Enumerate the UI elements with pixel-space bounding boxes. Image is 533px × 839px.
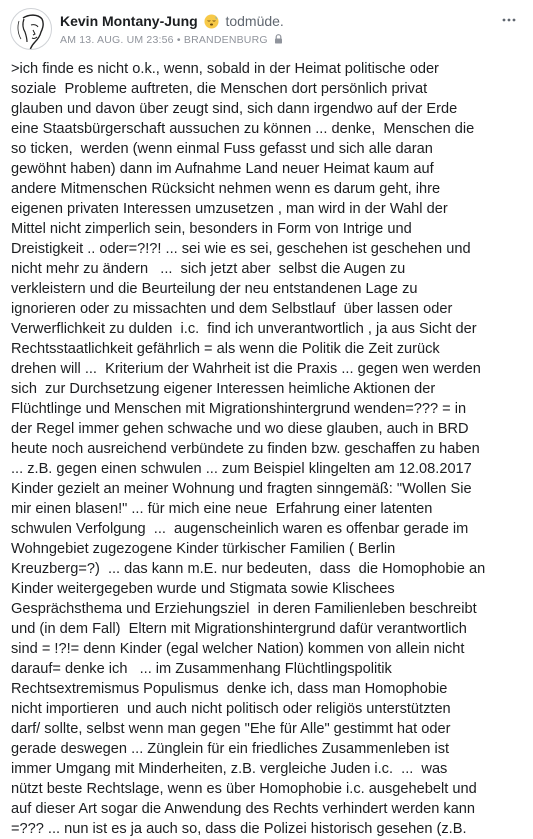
post-text-line: =??? ... nun ist es ja auch so, dass die Polizei historisch gesehen (z.B. — [11, 821, 467, 837]
more-options-icon[interactable] — [501, 10, 517, 30]
post-text-line: sind = !?!= denn Kinder (egal welcher Nation) kommen von allein nicht — [11, 641, 465, 657]
post-text-line: immer Umgang mit Minderheiten, z.B. vergleiche Juden i.c. ... was — [11, 761, 448, 777]
post-header — [0, 0, 533, 60]
post-text-line: >ich finde es nicht o.k., wenn, sobald in der Heimat politische oder — [11, 61, 439, 77]
post-text-line: mir einen blasen!" ... für mich eine neue Erfahrung einer latenten — [11, 501, 433, 517]
post-text-line: und (in dem Fall) Eltern mit Migrationshintergrund dafür verantwortlich — [11, 621, 467, 637]
post-text-line: Mittel nicht zimperlich sein, besonders in Form von Intrige und — [11, 221, 412, 237]
profile-avatar[interactable] — [10, 8, 52, 50]
author-name[interactable]: Kevin Montany-Jung — [60, 13, 198, 29]
post-text-line: gerade deswegen ... Zünglein für ein friedliches Zusammenleben ist — [11, 741, 450, 757]
post-text-line: Kinder gezielt an meiner Wohnung und fragten sinngemäß: "Wollen Sie — [11, 481, 472, 497]
lock-icon[interactable] — [274, 34, 283, 44]
post-text-line: Gesprächsthema und Erziehungsziel in deren Familienleben beschreibt — [11, 601, 477, 617]
post-text-line: ignorieren oder zu missachten und dem Selbstlauf über lassen oder — [11, 301, 453, 317]
post-text-line: Flüchtlinge und Menschen mit Migrationshintergrund wenden=??? = in — [11, 401, 467, 417]
sleepy-face-emoji-icon — [204, 14, 219, 29]
author-line — [60, 12, 284, 30]
feeling-text: todmüde. — [225, 13, 284, 29]
post-text-line: gewöhnt haben) dann im Aufnahme Land neuer Heimat kaum auf — [11, 161, 434, 177]
post-text-line: drehen will ... Kriterium der Wahrheit ist die Praxis ... gegen wen werden — [11, 361, 481, 377]
post-text-line: eine Staatsbürgerschaft aussuchen zu können ... denke, Menschen die — [11, 121, 475, 137]
post-text-line: darf/ sollte, selbst wenn man gegen "Ehe für Alle" gestimmt hat oder — [11, 721, 451, 737]
post-text-line: so ticken, werden (wenn einmal Fuss gefasst und sich alle daran — [11, 141, 433, 157]
post-text-line: Rechtsextremismus Populismus denke ich, dass man Homophobie — [11, 681, 448, 697]
post-text-line: verkleistern und die Beurteilung der neu entstandenen Lage zu — [11, 281, 418, 297]
post-body-text — [11, 59, 525, 839]
post-text-line: Kinder weitergegeben wurde und Stigmata sowie Klischees — [11, 581, 395, 597]
post-text-line: glauben und davon über zeugt sind, sich dann irgendwo auf der Erde — [11, 101, 458, 117]
post-text-line: soziale Probleme auftreten, die Menschen dort persönlich privat — [11, 81, 428, 97]
post-text-line: der Regel immer gehen schwache und wo diese glauben, auch in BRD — [11, 421, 469, 437]
post-text-line: nützt beste Rechtslage, wenn es über Homophobie i.c. ausgehebelt und — [11, 781, 477, 797]
post-text-line: Verwerflichkeit zu dulden i.c. find ich unverantwortlich , ja aus Sicht der — [11, 321, 477, 337]
post-text-line: Dreistigkeit .. oder=?!?! ... sei wie es sei, geschehen ist geschehen und — [11, 241, 471, 257]
post-location[interactable]: BRANDENBURG — [183, 34, 268, 46]
post-text-line: Kreuzberg=?) ... das kann m.E. nur bedeuten, dass die Homophobie an — [11, 561, 486, 577]
post-text-line: schwulen Verfolgung ... augenscheinlich waren es offenbar gerade im — [11, 521, 469, 537]
post-text-line: Rechtsstaatlichkeit gefährlich = als wenn die Politik die Zeit zurück — [11, 341, 440, 357]
post-text-line: nicht importieren und auch nicht politisch oder religiös unterstützten — [11, 701, 451, 717]
post-text-line: auf dieser Art sogar die Anwendung des Rechts verhindert werden kann — [11, 801, 476, 817]
post-meta — [60, 33, 283, 47]
avatar-sketch-face — [11, 9, 52, 50]
post-text-line: andere Mitmenschen Rücksicht nehmen wenn es darum geht, ihre — [11, 181, 441, 197]
post-text-line: Wohngebiet zugezogene Kinder türkischer Familien ( Berlin — [11, 541, 396, 557]
post-text-line: eigenen privaten Interessen umzusetzen , man wird in der Wahl der — [11, 201, 448, 217]
post-text-line: ... z.B. gegen einen schwulen ... zum Beispiel klingelten am 12.08.2017 — [11, 461, 472, 477]
post-text-line: heute noch ausreichend verbündete zu finden bzw. geschaffen zu haben — [11, 441, 480, 457]
post-text-line: darauf= denke ich ... im Zusammenhang Flüchtlingspolitik — [11, 661, 392, 677]
post-text-line: nicht mehr zu ändern ... sich jetzt aber selbst die Augen zu — [11, 261, 406, 277]
post-timestamp[interactable]: AM 13. AUG. UM 23:56 — [60, 34, 174, 46]
meta-separator: • — [176, 34, 181, 46]
post-text-line: sich zur Durchsetzung eigener Interessen heimliche Aktionen der — [11, 381, 436, 397]
